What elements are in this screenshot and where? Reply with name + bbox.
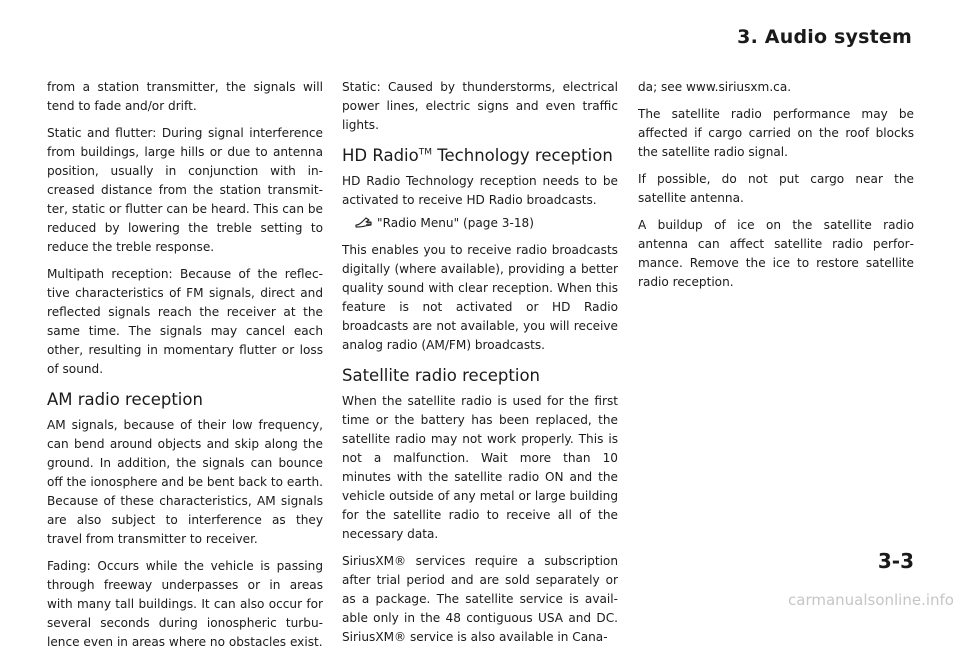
- page-reference-icon: [354, 216, 374, 229]
- page-reference-text: "Radio Menu" (page 3-18): [377, 216, 534, 230]
- paragraph-fading: Fading: Occurs while the vehicle is passing through freeway underpasses or in areas with many tall buildings. It can also occur for several seconds during ionospheric turbulence even in areas where no obstacles exist.: [47, 559, 323, 649]
- paragraph-satellite-first-use: When the satellite radio is used for the first time or the battery has been replaced, the satellite radio may not work properly. This is not a malfunction. Wait more than 10 minutes with the satellite radio ON and the vehicle outside of any metal or large building for the satellite radio to receive all of the necessary data.: [342, 394, 618, 541]
- heading-hd-radio-suffix: Technology reception: [432, 146, 613, 165]
- chapter-title: 3. Audio system: [737, 26, 912, 48]
- paragraph-siriusxm: SiriusXM® services require a subscription after trial period and are sold separately or as a package. The satellite service is available only in the 48 contiguous USA and DC. SiriusXM® service is also available in Cana-: [342, 554, 618, 644]
- paragraph: from a station transmitter, the signals will tend to fade and/or drift.: [47, 80, 323, 113]
- trademark-mark: TM: [418, 147, 432, 158]
- paragraph-roof-cargo: The satellite radio performance may be affected if cargo carried on the roof blocks the satellite radio signal.: [638, 107, 914, 159]
- column-1: [47, 78, 323, 660]
- page-reference[interactable]: [342, 214, 618, 233]
- paragraph-multipath: Multipath reception: Because of the reflective characteristics of FM signals, direct and reflected signals reach the receiver at the same time. The signals may cancel each other, resulting in momentary flutter or loss of sound.: [47, 267, 323, 376]
- watermark: carmanualsonline.info: [788, 591, 954, 609]
- paragraph-am-signals: AM signals, because of their low frequency, can bend around objects and skip along the ground. In addition, the signals can bounce off the ionosphere and be bent back to earth. Because of these characteristics, AM signals are also subject to interference as they travel from transmitter to receiver.: [47, 418, 323, 546]
- heading-am-radio: AM radio reception: [47, 390, 203, 409]
- heading-satellite-radio: Satellite radio reception: [342, 366, 540, 385]
- paragraph-hd-activation: HD Radio Technology reception needs to be activated to receive HD Radio broadcasts.: [342, 174, 618, 207]
- paragraph-hd-benefit: This enables you to receive radio broadcasts digitally (where available), providing a better quality sound with clear reception. When this feature is not activated or HD Radio broadcasts are not available, you will receive analog radio (AM/FM) broadcasts.: [342, 243, 618, 352]
- heading-hd-radio-text: HD Radio: [342, 146, 419, 165]
- page-number: 3-3: [877, 549, 914, 573]
- paragraph-ice-buildup: A buildup of ice on the satellite radio antenna can affect satellite radio performance. Remove the ice to restore satellite radio reception.: [638, 218, 914, 289]
- paragraph-static: Static: Caused by thunderstorms, electrical power lines, electric signs and even traffic lights.: [342, 80, 618, 132]
- paragraph-siriusxm-canada: da; see www.siriusxm.ca.: [638, 80, 792, 94]
- heading-hd-radio: [342, 145, 618, 167]
- paragraph-static-flutter: Static and flutter: During signal interference from buildings, large hills or due to antenna position, usually in conjunction with increased distance from the station transmitter, static or flutter can be heard. This can be reduced by lowering the treble setting to reduce the treble response.: [47, 126, 323, 254]
- column-2: [342, 78, 618, 655]
- column-3: [638, 78, 914, 300]
- paragraph-cargo-antenna: If possible, do not put cargo near the satellite antenna.: [638, 172, 914, 205]
